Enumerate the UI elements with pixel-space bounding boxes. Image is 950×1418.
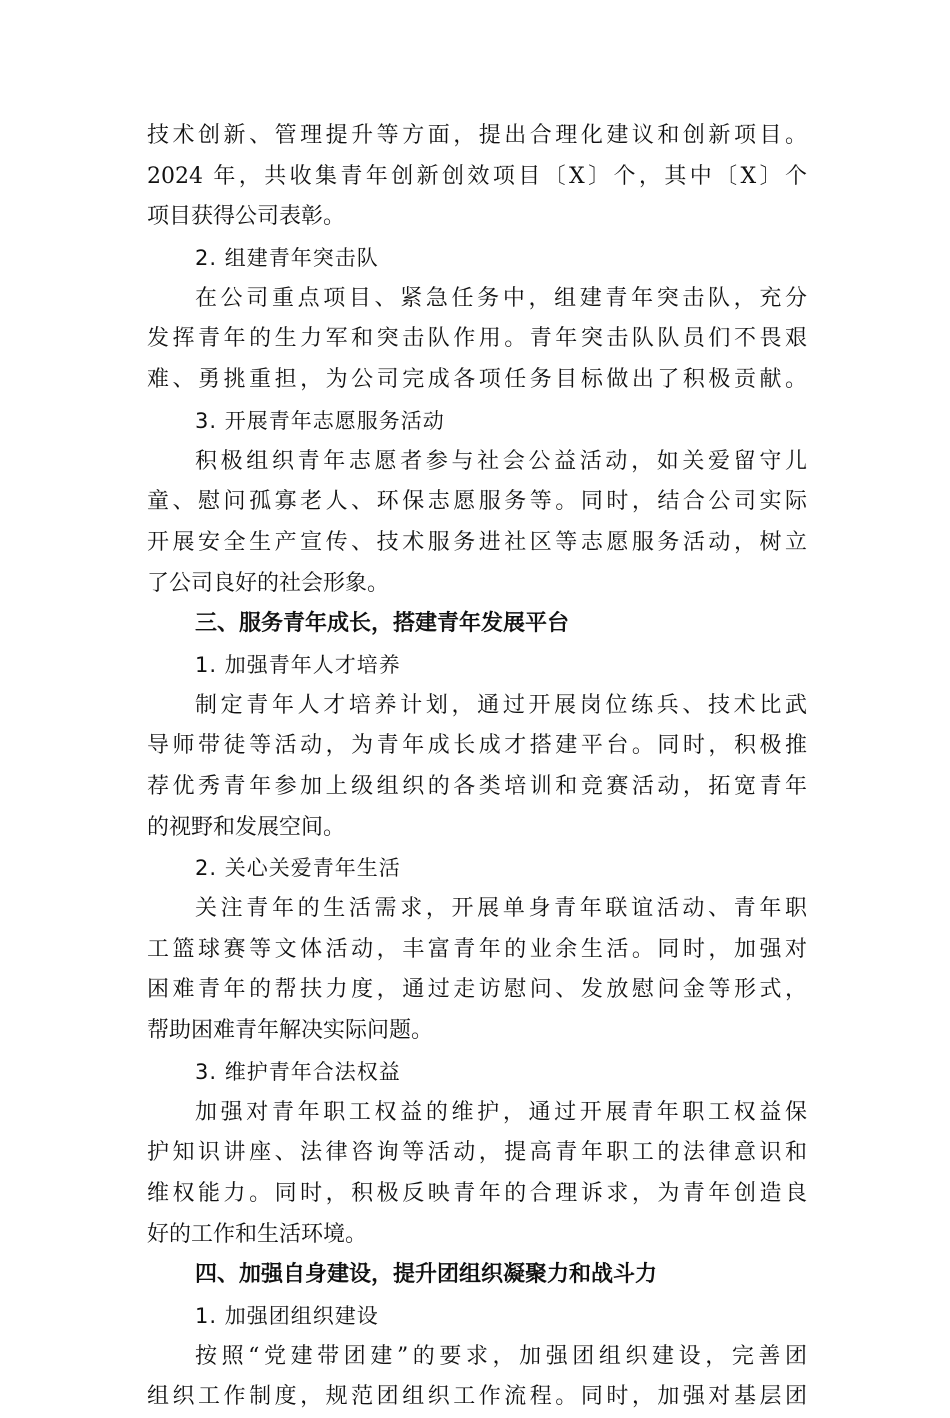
- body-text-line: 关注青年的生活需求，开展单身青年联谊活动、青年职: [195, 896, 807, 922]
- body-text-line: 制定青年人才培养计划，通过开展岗位练兵、技术比武: [195, 692, 807, 718]
- body-text-line: 组织工作制度，规范团组织工作流程。同时，加强对基层团: [147, 1384, 807, 1410]
- body-text-line: 童、慰问孤寡老人、环保志愿服务等。同时，结合公司实际: [147, 489, 807, 515]
- subheading-volunteer-service: 3. 开展青年志愿服务活动: [195, 408, 445, 433]
- body-text-line: 护知识讲座、法律咨询等活动，提高青年职工的法律意识和: [147, 1140, 807, 1166]
- subheading-youth-commando: 2. 组建青年突击队: [195, 246, 379, 271]
- body-text-line: 导师带徒等活动，为青年成长成才搭建平台。同时，积极推: [147, 733, 807, 759]
- body-text-line: 发挥青年的生力军和突击队作用。青年突击队队员们不畏艰: [147, 326, 807, 352]
- body-text-line: 了公司良好的社会形象。: [147, 570, 390, 596]
- subheading-youth-life: 2. 关心关爱青年生活: [195, 856, 401, 881]
- body-text-line: 加强对青年职工权益的维护，通过开展青年职工权益保: [195, 1099, 807, 1125]
- body-text-line: 工篮球赛等文体活动，丰富青年的业余生活。同时，加强对: [147, 936, 807, 962]
- section-heading-3: 三、服务青年成长，搭建青年发展平台: [195, 611, 570, 637]
- subheading-org-building: 1. 加强团组织建设: [195, 1303, 379, 1328]
- body-text-line: 按照“党建带团建”的要求，加强团组织建设，完善团: [195, 1343, 807, 1369]
- body-text-line: 维权能力。同时，积极反映青年的合理诉求，为青年创造良: [147, 1180, 807, 1206]
- section-heading-4: 四、加强自身建设，提升团组织凝聚力和战斗力: [195, 1262, 658, 1288]
- body-text-line: 难、勇挑重担，为公司完成各项任务目标做出了积极贡献。: [147, 367, 807, 393]
- body-text-line: 技术创新、管理提升等方面，提出合理化建议和创新项目。: [147, 123, 807, 148]
- body-text-line: 在公司重点项目、紧急任务中，组建青年突击队，充分: [195, 285, 807, 311]
- body-text-line: 项目获得公司表彰。: [147, 204, 346, 230]
- body-text-line: 的视野和发展空间。: [147, 814, 346, 840]
- body-text-line: 2024 年，共收集青年创新创效项目〔X〕个，其中〔X〕个: [147, 163, 807, 189]
- body-text-line: 帮助困难青年解决实际问题。: [147, 1018, 434, 1044]
- subheading-rights-protection: 3. 维护青年合法权益: [195, 1059, 401, 1084]
- body-text-line: 好的工作和生活环境。: [147, 1221, 368, 1247]
- body-text-line: 荐优秀青年参加上级组织的各类培训和竞赛活动，拓宽青年: [147, 774, 807, 799]
- body-text-line: 开展安全生产宣传、技术服务进社区等志愿服务活动，树立: [147, 529, 807, 555]
- document-page: [147, 116, 807, 1418]
- subheading-talent-training: 1. 加强青年人才培养: [195, 652, 401, 677]
- body-text-line: 积极组织青年志愿者参与社会公益活动，如关爱留守儿: [195, 448, 807, 474]
- body-text-line: 困难青年的帮扶力度，通过走访慰问、发放慰问金等形式，: [147, 977, 807, 1003]
